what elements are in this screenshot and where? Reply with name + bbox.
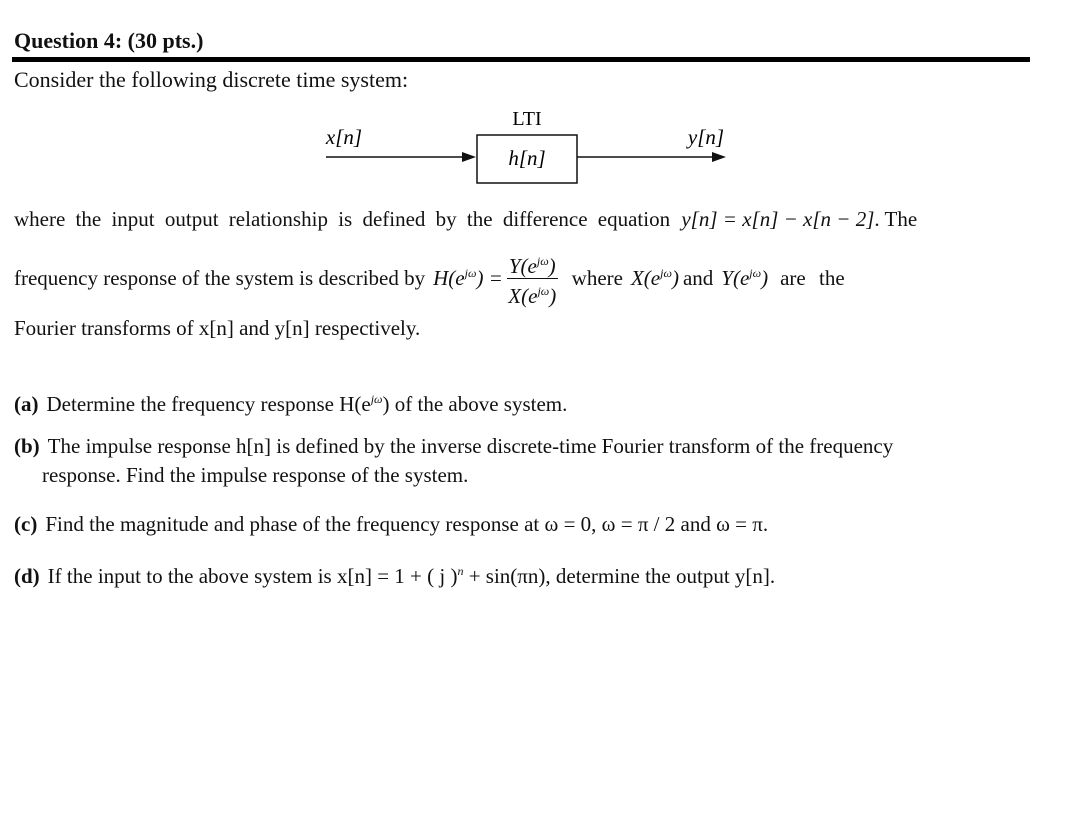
x-transform: $X(e^{j\omega})$ — [630, 265, 679, 290]
h-label: h[n] — [508, 146, 546, 170]
y-transform: $Y(e^{j\omega})$ — [721, 265, 769, 290]
output-arrowhead — [712, 152, 726, 162]
output-label: y[n] — [687, 125, 725, 149]
difference-equation: y[n] = x[n] − x[n − 2] — [681, 207, 875, 231]
part-a: (a) Determine the frequency response $H(e^{j\omega})$ of the above system. — [14, 392, 568, 416]
h-fraction: $\frac{Y(e^{j\omega})}{X(e^{j\omega})}$ — [507, 249, 558, 308]
line2-start: frequency response of the system is described by — [14, 265, 426, 290]
paragraph-line-2 — [14, 248, 845, 308]
part-d: (d) If the input to the above system is x[n] = 1 + ( j )$^n$ + sin(πn), determine the output y[n]. — [14, 564, 776, 588]
line1-end: . The — [874, 207, 918, 231]
intro-text: Consider the following discrete time system: — [14, 67, 409, 92]
part-b-continued: response. Find the impulse response of the system. — [42, 463, 469, 487]
line1-text: where the input output relationship is defined by the difference equation — [14, 207, 671, 231]
lti-label: LTI — [512, 108, 542, 130]
line2-and: and — [682, 265, 714, 290]
paragraph-line-1 — [14, 207, 917, 232]
part-b: (b) The impulse response h[n] is defined by the inverse discrete-time Fourier transform of the frequency — [14, 434, 894, 458]
block-diagram — [0, 0, 1080, 200]
h-lhs: $H(e^{j\omega})$ = — [433, 265, 503, 290]
input-label: x[n] — [325, 125, 363, 149]
paragraph-line-3: Fourier transforms of x[n] and y[n] respectively. — [14, 316, 421, 340]
line2-end: are the — [780, 265, 845, 290]
part-c: (c) Find the magnitude and phase of the frequency response at ω = 0, ω = π / 2 and ω = π. — [14, 512, 769, 536]
input-arrowhead — [462, 152, 476, 162]
line2-where: where — [571, 265, 623, 290]
question-heading: Question 4: (30 pts.) — [14, 28, 204, 53]
